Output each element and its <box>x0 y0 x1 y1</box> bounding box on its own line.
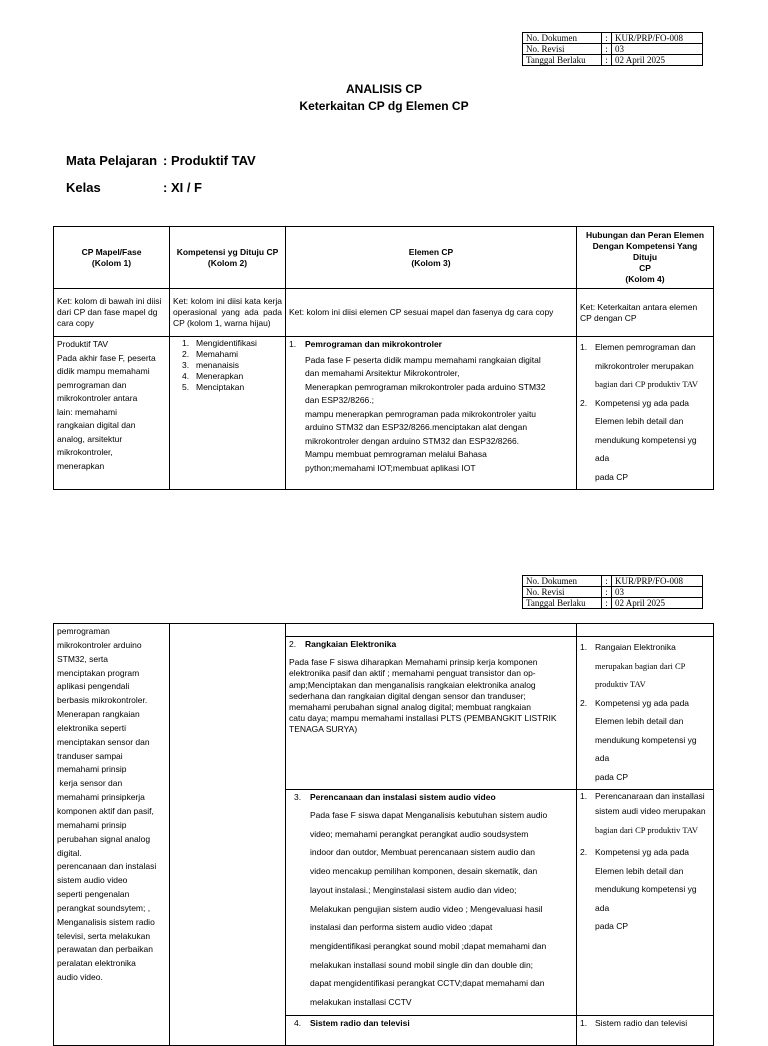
header-col3 <box>286 227 577 289</box>
doc-number-value: KUR/PRP/FO-008 <box>612 576 703 587</box>
content-row <box>54 624 714 637</box>
relation-number: 1. <box>580 1017 588 1028</box>
element-cell <box>286 337 577 490</box>
element-line: catu daya; mampu memahami installasi PLTS (PEMBANGKIT LISTRIK <box>289 713 557 724</box>
relation-line: Elemen lebih detail dan <box>595 865 684 876</box>
revision-value: 03 <box>612 587 703 598</box>
element-desc <box>294 803 573 1012</box>
relation-line: mendukung kompetensi yg ada <box>595 434 697 463</box>
element-number: 1. <box>289 339 297 349</box>
page-subtitle: Keterkaitan CP dg Elemen CP <box>299 99 469 113</box>
cp-line: komponen aktif dan pasif, <box>57 805 154 816</box>
class-value: : XI / F <box>163 180 202 195</box>
element-line: Pada fase F siswa dapat Menganalisis kebutuhan sistem audio <box>310 810 548 820</box>
cp-line: pemrograman <box>57 626 110 636</box>
header-col2-sub: (Kolom 2) <box>207 257 248 268</box>
element-cell <box>286 1015 577 1045</box>
relation-line: mendukung kompetensi yg ada <box>595 734 697 763</box>
relation-item <box>580 791 710 843</box>
cp-line: perawatan dan perbaikan <box>57 944 153 955</box>
element-heading <box>294 791 573 803</box>
competency-cell <box>170 337 286 490</box>
doc-number-sep: : <box>602 33 612 44</box>
effective-date-value: 02 April 2025 <box>612 598 703 609</box>
element-line: amp;Menciptakan dan menganalisis rangkaian elektronika analog <box>289 679 536 690</box>
element-desc <box>289 352 573 476</box>
element-line: dan ESP32/8266.; <box>305 395 375 405</box>
competency-item: 1. Mengidentifikasi <box>182 338 257 348</box>
cp-line: sistem audio video <box>57 875 128 886</box>
cp-line: digital. <box>57 847 82 858</box>
cp-analysis-table <box>53 226 714 490</box>
relation-number: 2. <box>580 697 588 708</box>
competency-item: 5. Menciptakan <box>182 382 245 392</box>
cp-line: memahami prinsip <box>57 819 127 830</box>
element-heading <box>289 639 573 650</box>
element-line: Melakukan pengujian sistem audio video ; Mengevaluasi hasil <box>310 903 543 914</box>
header-col4-sub: (Kolom 4) <box>625 274 665 284</box>
cp-line: Produktif TAV <box>57 339 109 349</box>
element-line: melakukan installasi CCTV <box>310 997 412 1008</box>
element-line: sederhana dan rangkaian digital dengan sensor dan tranduser; <box>289 690 526 701</box>
effective-date-label: Tanggal Berlaku <box>523 55 602 66</box>
element-number: 4. <box>294 1017 302 1028</box>
doc-number-value: KUR/PRP/FO-008 <box>612 33 703 44</box>
cp-line: memahami prinsipkerja <box>57 792 145 803</box>
element-line: mengidentifikasi perangkat sound mobil ;dapat memahami dan <box>310 940 547 951</box>
header-row <box>54 227 714 289</box>
cp-line: rangkaian digital dan <box>57 420 136 430</box>
relation-cell-empty <box>577 624 714 637</box>
relation-line: produktiv TAV <box>595 679 646 689</box>
doc-info-row <box>523 598 703 609</box>
doc-number-label: No. Dokumen <box>523 576 602 587</box>
ket-row <box>54 289 714 337</box>
cp-line: Menerapan rangkaian <box>57 709 140 720</box>
element-line: dapat mengidentifikasi perangkat CCTV;dapat memahami dan <box>310 978 545 989</box>
document-info-table-page2 <box>522 575 703 609</box>
effective-date-value: 02 April 2025 <box>612 55 703 66</box>
element-number: 3. <box>294 792 302 802</box>
competency-text: Menciptakan <box>196 382 245 392</box>
element-line: indoor dan outdor, Membuat perencanaan sistem audio dan <box>310 847 535 858</box>
element-line: mampu menerapkan pemrograman pada mikrokontroler yaitu <box>305 408 537 419</box>
competency-item: 4. Menerapkan <box>182 371 244 381</box>
relation-line: Perencanaraan dan installasi <box>595 791 705 801</box>
element-title: Rangkaian Elektronika <box>305 639 397 649</box>
relation-line: mikrokontroler merupakan <box>595 360 694 371</box>
relation-line: pada CP <box>595 771 629 782</box>
relation-number: 1. <box>580 791 588 801</box>
relation-number: 1. <box>580 342 588 352</box>
header-col1-sub: (Kolom 1) <box>91 257 132 268</box>
relation-item <box>580 338 710 394</box>
cp-text-cell <box>54 624 170 1046</box>
relation-item <box>580 638 710 694</box>
cp-line: didik mampu memahami <box>57 366 150 376</box>
element-line: mikrokontroler dengan arduino STM32 dan ESP32/8266. <box>305 435 520 446</box>
cp-line: seperti pengenalan <box>57 889 130 900</box>
cp-line: perangkat soundsytem; , <box>57 902 151 913</box>
revision-sep: : <box>602 587 612 598</box>
doc-info-row <box>523 44 703 55</box>
cp-line: menerapkan <box>57 460 105 471</box>
element-line: Pada fase F siswa diharapkan Memahami prinsip kerja komponen <box>289 657 538 668</box>
cp-analysis-table-page2 <box>53 623 714 1046</box>
effective-date-label: Tanggal Berlaku <box>523 598 602 609</box>
header-col1-title: CP Mapel/Fase <box>81 246 142 257</box>
relation-cell <box>577 637 714 790</box>
cp-line: aplikasi pengendali <box>57 681 130 692</box>
relation-item <box>580 694 710 787</box>
element-number: 2. <box>289 639 297 649</box>
cp-line: audio video. <box>57 972 103 983</box>
cp-line: analog, arsitektur <box>57 433 123 444</box>
relation-item <box>580 843 710 936</box>
cp-line: mikrokontroler arduino <box>57 639 142 650</box>
competency-text: Mengidentifikasi <box>196 338 257 348</box>
element-line: memahami perubahan signal analog digital; membuat rangkaian <box>289 702 531 713</box>
competency-cell <box>170 624 286 1046</box>
cp-line: menciptakan sensor dan <box>57 736 150 747</box>
subject-value: : Produktif TAV <box>163 153 256 168</box>
element-cell <box>286 637 577 790</box>
ket-col4: Ket: Keterkaitan antara elemen CP dengan CP <box>577 289 714 337</box>
element-line: Mampu membuat pemrograman melalui Bahasa <box>305 449 487 459</box>
element-line: dan memahami Arsitektur Mikrokontroler, <box>305 368 460 378</box>
relation-line: mendukung kompetensi yg ada <box>595 884 697 913</box>
cp-line: berbasis mikrokontroler. <box>57 695 148 706</box>
cp-line: Menganalisis sistem radio <box>57 916 155 927</box>
element-line: layout instalasi.; Menginstalasi sistem audio dan video; <box>310 884 517 895</box>
competency-text: menanaisis <box>196 360 239 370</box>
doc-info-row <box>523 587 703 598</box>
header-col2 <box>170 227 286 289</box>
element-line: melakukan installasi sound mobil single din dan double din; <box>310 959 534 970</box>
header-col2-title: Kompetensi yg Dituju CP <box>176 246 279 257</box>
doc-number-label: No. Dokumen <box>523 33 602 44</box>
relation-cell <box>577 1015 714 1045</box>
relation-cell <box>577 790 714 1016</box>
competency-text: Memahami <box>196 349 239 359</box>
subject-label: Mata Pelajaran <box>66 153 158 168</box>
element-title: Perencanaan dan instalasi sistem audio video <box>310 792 496 802</box>
relation-line: Sistem radio dan televisi <box>595 1017 688 1028</box>
doc-info-row <box>523 33 703 44</box>
cp-line: tranduser sampai <box>57 750 123 761</box>
content-row <box>54 337 714 490</box>
relation-line: Rangaian Elektronika <box>595 642 676 652</box>
doc-info-row <box>523 55 703 66</box>
page-title: ANALISIS CP <box>345 82 422 96</box>
cp-line: memahami prinsip <box>57 764 127 775</box>
relation-line: Kompetensi yg ada pada <box>595 697 690 708</box>
element-line: python;memahami IOT;membuat aplikasi IOT <box>305 462 476 473</box>
effective-date-sep: : <box>602 55 612 66</box>
cp-line: elektronika seperti <box>57 722 126 733</box>
competency-item: 2. Memahami <box>182 349 239 359</box>
cp-text-cell <box>54 337 170 490</box>
cp-line: pemrograman dan <box>57 379 127 390</box>
relation-line: Elemen pemrograman dan <box>595 342 696 352</box>
element-line: arduino STM32 dan ESP32/8266.menciptakan alat dengan <box>305 422 528 432</box>
relation-item <box>580 394 710 487</box>
relation-line: Elemen lebih detail dan <box>595 716 684 726</box>
relation-line: Kompetensi yg ada pada <box>595 397 690 408</box>
relation-line: Kompetensi yg ada pada <box>595 847 690 857</box>
cp-line: menciptakan program <box>57 667 140 678</box>
header-col4-line3: CP <box>639 263 651 273</box>
relation-line: sistem audi video merupakan <box>595 806 706 816</box>
ket-col1: Ket: kolom di bawah ini diisi dari CP dan fase mapel dg cara copy <box>54 289 170 337</box>
element-line: Pada fase F peserta didik mampu memahami rangkaian digital <box>305 354 541 365</box>
cp-line: perubahan signal analog <box>57 833 151 844</box>
relation-line: bagian dari CP produktiv TAV <box>595 824 699 835</box>
header-col1 <box>54 227 170 289</box>
revision-label: No. Revisi <box>523 44 602 55</box>
cp-line: mikrokontroler, <box>57 447 113 457</box>
competency-text: Menerapkan <box>196 371 244 381</box>
doc-info-row <box>523 576 703 587</box>
ket-col2: Ket: kolom ini diisi kata kerja operasional yang ada pada CP (kolom 1, warna hijau) <box>170 289 286 337</box>
element-title: Sistem radio dan televisi <box>310 1017 410 1028</box>
element-desc <box>289 650 573 735</box>
relation-line: pada CP <box>595 921 629 931</box>
element-line: video mencakup pemilihan komponen, desain skematik, dan <box>310 866 538 877</box>
effective-date-sep: : <box>602 598 612 609</box>
element-line: TENAGA SURYA) <box>289 724 358 735</box>
relation-line: pada CP <box>595 471 629 482</box>
element-heading <box>294 1018 573 1029</box>
element-line: elektronika pasif dan aktif ; memahami penguat transistor dan op- <box>289 668 536 679</box>
element-cell <box>286 790 577 1016</box>
element-cell-empty <box>286 624 577 637</box>
document-info-table <box>522 32 703 66</box>
header-col4-line2: Dengan Kompetensi Yang Dituju <box>592 241 698 262</box>
relation-number: 2. <box>580 847 588 857</box>
element-line: video; memahami perangkat perangkat audio soudsystem <box>310 828 529 839</box>
header-col3-sub: (Kolom 3) <box>411 257 451 268</box>
header-col3-title: Elemen CP <box>408 246 454 257</box>
cp-line: lain: memahami <box>57 406 117 417</box>
cp-line: perencanaan dan instalasi <box>57 861 157 872</box>
element-line: Menerapkan pemrograman mikrokontroler pada arduino STM32 <box>305 381 546 392</box>
relation-line: merupakan bagian dari CP <box>595 660 686 671</box>
element-line: instalasi dan performa sistem audio video ;dapat <box>310 922 493 933</box>
doc-number-sep: : <box>602 576 612 587</box>
class-label: Kelas <box>66 180 101 195</box>
header-col4-line1: Hubungan dan Peran Elemen <box>585 230 705 240</box>
competency-item: 3. menanaisis <box>182 360 239 370</box>
relation-number: 1. <box>580 642 588 652</box>
revision-sep: : <box>602 44 612 55</box>
relation-number: 2. <box>580 397 588 408</box>
element-title: Pemrograman dan mikrokontroler <box>305 339 442 349</box>
ket-col3: Ket: kolom ini diisi elemen CP sesuai mapel dan fasenya dg cara copy <box>286 289 577 337</box>
cp-line: kerja sensor dan <box>57 778 123 789</box>
element-heading <box>289 338 573 352</box>
header-col4 <box>577 227 714 289</box>
cp-line: STM32, serta <box>57 653 109 664</box>
cp-line: peralatan elektronika <box>57 958 136 969</box>
revision-value: 03 <box>612 44 703 55</box>
relation-cell <box>577 337 714 490</box>
revision-label: No. Revisi <box>523 587 602 598</box>
cp-line: televisi, serta melakukan <box>57 930 151 941</box>
relation-line: Elemen lebih detail dan <box>595 416 684 426</box>
relation-item <box>580 1018 710 1029</box>
cp-line: mikrokontroler antara <box>57 393 138 403</box>
relation-line: bagian dari CP produktiv TAV <box>595 379 699 389</box>
cp-line: Pada akhir fase F, peserta <box>57 352 156 363</box>
